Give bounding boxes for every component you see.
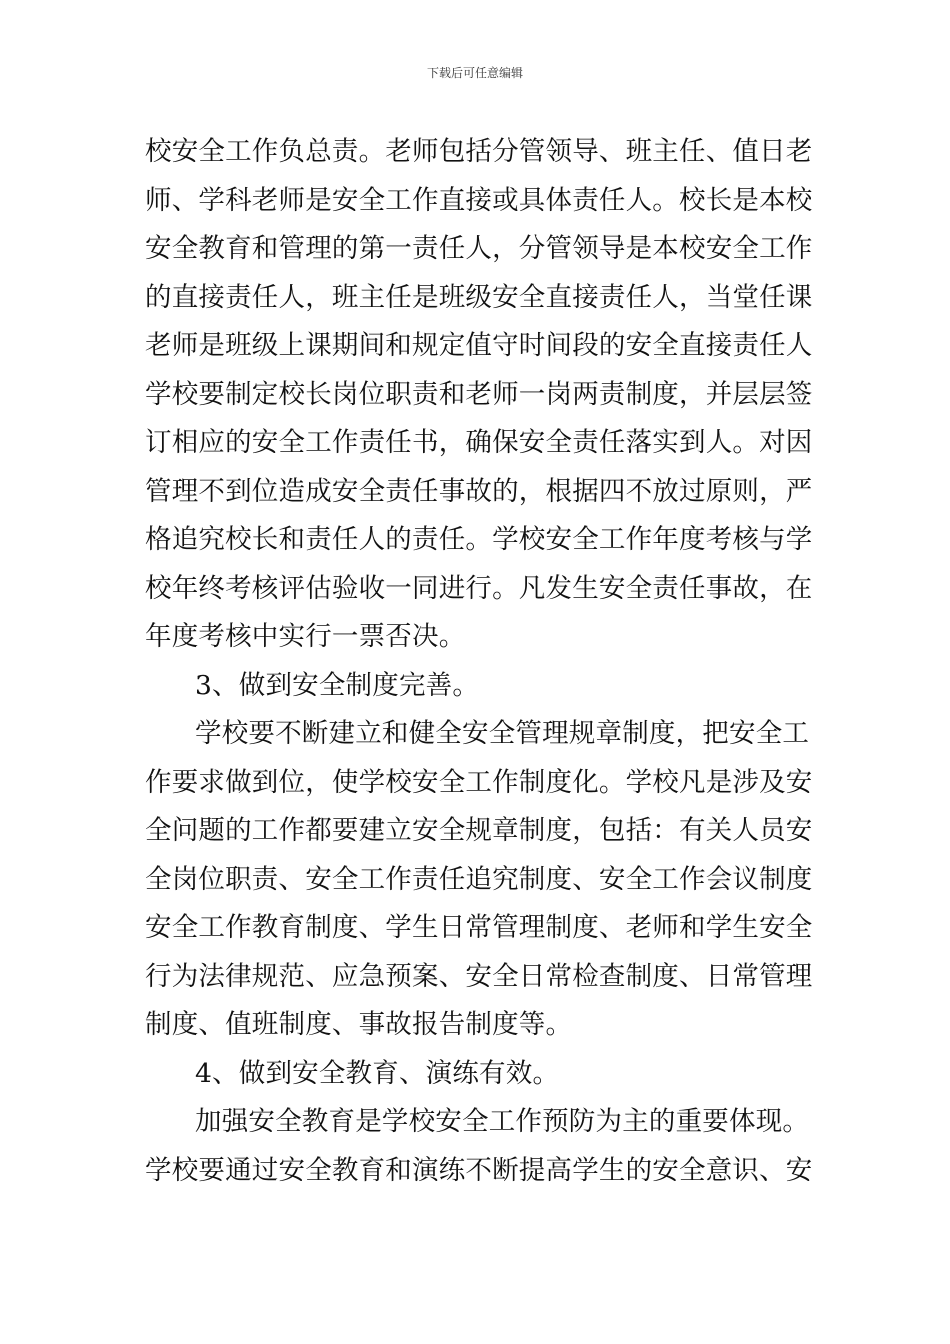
text-line: 安全教育和管理的第一责任人，分管领导是本校安全工作 [145,233,813,264]
text-line: 订相应的安全工作责任书，确保安全责任落实到人。对因 [145,427,813,458]
text-line: 行为法律规范、应急预案、安全日常检查制度、日常管理 [145,960,813,992]
text-line: 师、学科老师是安全工作直接或具体责任人。校长是本校 [145,184,813,216]
paragraph-start: 学校要不断建立和健全安全管理规章制度，把安全工 [195,718,810,749]
text-line: 校年终考核评估验收一同进行。凡发生安全责任事故，在 [145,572,813,604]
text-line: 学校要制定校长岗位职责和老师一岗两责制度，并层层签 [145,378,813,410]
text-line: 的直接责任人，班主任是班级安全直接责任人，当堂任课 [145,281,813,313]
text-line: 管理不到位造成安全责任事故的，根据四不放过原则，严 [145,475,813,507]
text-line: 全岗位职责、安全工作责任追究制度、安全工作会议制度 [145,863,813,895]
text-line: 格追究校长和责任人的责任。学校安全工作年度考核与学 [145,524,813,555]
page-header: 下载后可任意编辑 [426,66,523,80]
text-line: 年度考核中实行一票否决。 [145,621,466,652]
section-heading: 3、做到安全制度完善。 [195,669,480,701]
text-line: 校安全工作负总责。老师包括分管领导、班主任、值日老 [145,136,813,167]
document-body [145,128,815,1195]
text-line: 全问题的工作都要建立安全规章制度，包括：有关人员安 [145,815,813,846]
text-line: 制度、值班制度、事故报告制度等。 [145,1009,573,1040]
text-line: 学校要通过安全教育和演练不断提高学生的安全意识、安 [145,1154,813,1186]
text-line: 作要求做到位，使学校安全工作制度化。学校凡是涉及安 [145,766,813,798]
text-line: 老师是班级上课期间和规定值守时间段的安全直接责任人 [145,330,813,361]
section-heading: 4、做到安全教育、演练有效。 [195,1057,560,1089]
text-line: 安全工作教育制度、学生日常管理制度、老师和学生安全 [145,912,813,943]
paragraph-start: 加强安全教育是学校安全工作预防为主的重要体现。 [195,1106,810,1137]
